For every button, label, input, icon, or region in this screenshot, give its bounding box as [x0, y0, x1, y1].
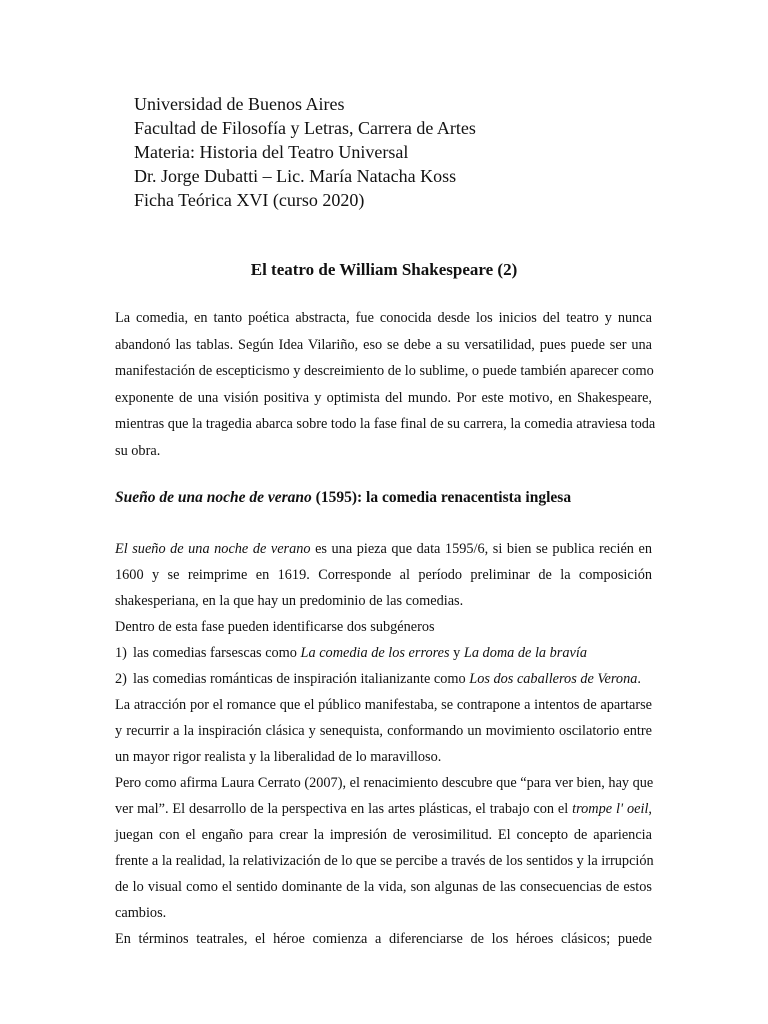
- list-item: 2) las comedias románticas de inspiración italianizante como Los dos caballeros de Verona.: [115, 666, 652, 692]
- text-line: mientras que la tragedia abarca sobre todo la fase final de su carrera, la comedia atraviesa toda: [115, 416, 656, 433]
- text-line: En términos teatrales, el héroe comienza a diferenciarse de los héroes clásicos; puede: [115, 931, 652, 947]
- body-text: [115, 536, 652, 952]
- text-line: 1600 y se reimprime en 1619. Corresponde al período preliminar de la composición: [115, 567, 652, 583]
- section-heading-rest: (1595): la comedia renacentista inglesa: [311, 489, 572, 506]
- text-line: Dentro de esta fase pueden identificarse dos subgéneros: [115, 619, 435, 635]
- intro-paragraph: [115, 305, 656, 465]
- list-number: 1): [115, 645, 127, 661]
- text-line: Pero como afirma Laura Cerrato (2007), el renacimiento descubre que “para ver bien, hay que: [115, 775, 654, 791]
- section-heading-title: Sueño de una noche de verano: [115, 489, 312, 506]
- work-title: El sueño de una noche de verano: [115, 541, 311, 557]
- document-title: El teatro de William Shakespeare (2): [250, 260, 518, 279]
- work-title: Los dos caballeros de Verona: [469, 671, 638, 687]
- list-item: 1) las comedias farsescas como La comedia de los errores y La doma de la bravía: [115, 640, 652, 666]
- text-line: abandonó las tablas. Según Idea Vilariño, eso se debe a su versatilidad, pues puede ser una: [115, 336, 652, 353]
- text-line: y recurrir a la inspiración clásica y senequista, conformando un movimiento oscilatorio entre: [115, 723, 652, 739]
- list-number: 2): [115, 671, 127, 687]
- text-line: exponente de una visión positiva y optimista del mundo. Por este motivo, en Shakespeare,: [115, 389, 652, 406]
- section-heading: [115, 486, 571, 510]
- course-line: Ficha Teórica XVI (curso 2020): [134, 190, 365, 210]
- text-line: juegan con el engaño para crear la impresión de verosimilitud. El concepto de apariencia: [115, 827, 652, 843]
- subject-line: Materia: Historia del Teatro Universal: [134, 142, 409, 162]
- text-line: un mayor rigor realista y la liberalidad de lo maravilloso.: [115, 749, 442, 765]
- term-italic: trompe l' oeil: [572, 801, 649, 817]
- document-header: [134, 92, 476, 212]
- text-line: de lo visual como el sentido dominante de la vida, son algunas de las consecuencias de estos: [115, 879, 652, 895]
- text-line: shakesperiana, en la que hay un predominio de las comedias.: [115, 593, 464, 609]
- text-line: La comedia, en tanto poética abstracta, fue conocida desde los inicios del teatro y nunca: [115, 310, 652, 326]
- text-line: El sueño de una noche de verano es una pieza que data 1595/6, si bien se publica recién en: [115, 541, 652, 557]
- text-line: su obra.: [115, 442, 161, 459]
- text-line: La atracción por el romance que el público manifestaba, se contrapone a intentos de apartarse: [115, 697, 652, 713]
- text-line: cambios.: [115, 905, 167, 921]
- text-line: ver mal”. El desarrollo de la perspectiva en las artes plásticas, el trabajo con el trompe l' oeil,: [115, 801, 652, 817]
- work-title: La comedia de los errores: [300, 645, 450, 661]
- text-line: frente a la realidad, la relativización de lo que se percibe a través de los sentidos y la irrupción: [115, 853, 654, 869]
- professors-line: Dr. Jorge Dubatti – Lic. María Natacha Koss: [134, 166, 457, 186]
- work-title: La doma de la bravía: [463, 645, 587, 661]
- university-line: Universidad de Buenos Aires: [134, 94, 345, 114]
- faculty-line: Facultad de Filosofía y Letras, Carrera de Artes: [134, 118, 476, 138]
- text-line: manifestación de escepticismo y descreimiento de lo sublime, o puede también aparecer como: [115, 363, 654, 380]
